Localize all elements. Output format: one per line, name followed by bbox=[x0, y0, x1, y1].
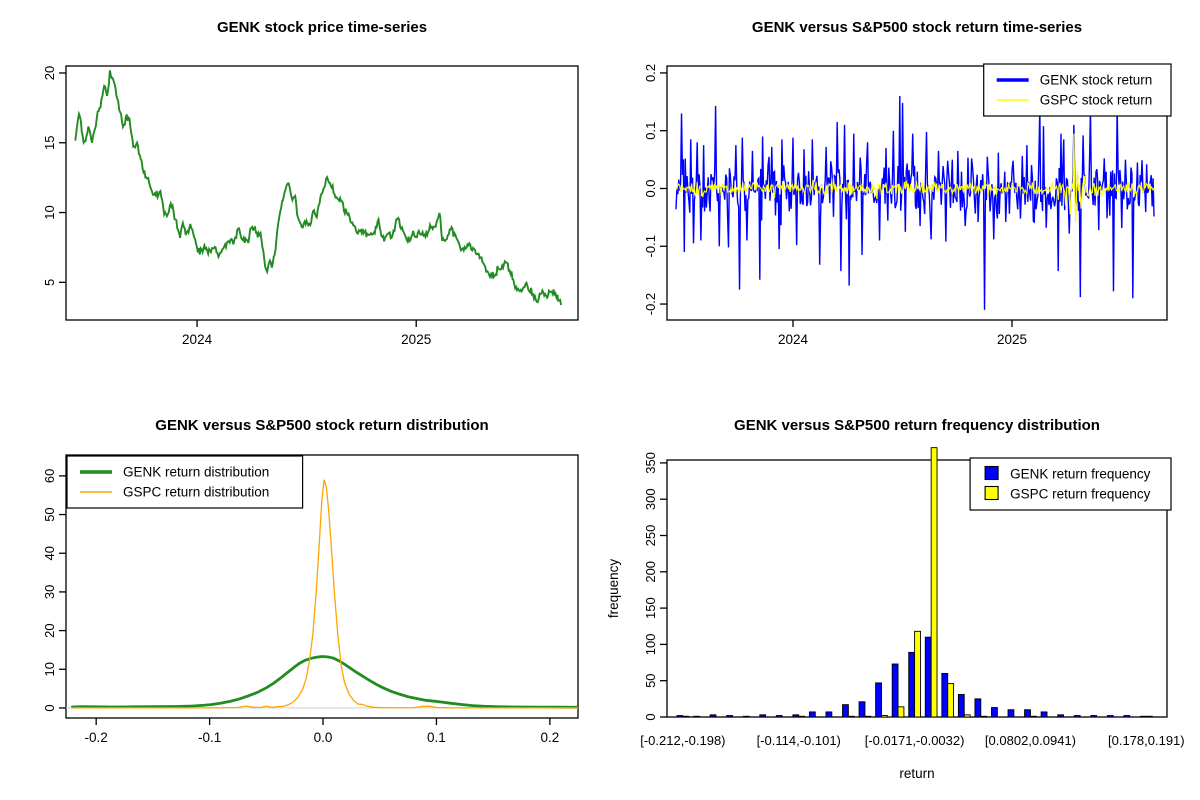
bar bbox=[859, 702, 865, 717]
svg-text:-0.2: -0.2 bbox=[84, 730, 108, 745]
bar bbox=[843, 705, 849, 717]
svg-text:[0.178,0.191): [0.178,0.191) bbox=[1108, 733, 1185, 748]
svg-text:200: 200 bbox=[643, 560, 658, 583]
svg-text:0.0: 0.0 bbox=[313, 730, 333, 745]
y-axis bbox=[42, 66, 66, 286]
bar bbox=[799, 716, 805, 717]
price-chart-title: GENK stock price time-series bbox=[216, 19, 428, 36]
bar bbox=[776, 716, 782, 717]
y-axis bbox=[643, 64, 667, 315]
x-axis-label: return bbox=[899, 766, 935, 781]
bar bbox=[1140, 716, 1146, 717]
x-axis bbox=[85, 718, 560, 745]
svg-text:GENK return distribution: GENK return distribution bbox=[123, 464, 270, 480]
series-gspc-return-distribution bbox=[71, 480, 577, 708]
bar bbox=[1058, 715, 1064, 717]
series-genk-stock-return bbox=[676, 96, 1154, 310]
histogram-chart-panel bbox=[600, 400, 1200, 800]
returns-chart-canvas bbox=[600, 0, 1200, 400]
bar bbox=[948, 684, 954, 717]
svg-text:0.2: 0.2 bbox=[643, 63, 658, 82]
y-axis-label: frequency bbox=[606, 558, 621, 619]
bar bbox=[958, 694, 964, 717]
density-chart-panel bbox=[0, 400, 600, 800]
bar bbox=[991, 708, 997, 717]
bar bbox=[942, 673, 948, 717]
svg-text:250: 250 bbox=[643, 524, 658, 547]
svg-text:10: 10 bbox=[42, 662, 57, 677]
svg-text:50: 50 bbox=[42, 507, 57, 522]
y-axis bbox=[643, 452, 667, 721]
bar bbox=[909, 652, 915, 717]
svg-text:2024: 2024 bbox=[777, 332, 809, 347]
bar bbox=[1074, 716, 1080, 717]
svg-text:150: 150 bbox=[643, 597, 658, 619]
histogram-chart-canvas bbox=[600, 400, 1200, 800]
svg-text:5: 5 bbox=[42, 278, 57, 286]
bar bbox=[683, 716, 689, 717]
svg-text:40: 40 bbox=[42, 546, 57, 561]
bar bbox=[898, 707, 904, 717]
svg-text:10: 10 bbox=[42, 205, 57, 220]
bar bbox=[915, 631, 921, 717]
svg-text:GSPC return frequency: GSPC return frequency bbox=[1010, 486, 1151, 502]
bar bbox=[975, 699, 981, 717]
svg-text:0.1: 0.1 bbox=[643, 121, 658, 140]
svg-text:0: 0 bbox=[42, 704, 57, 712]
svg-text:[0.0802,0.0941): [0.0802,0.0941) bbox=[984, 733, 1077, 748]
bar bbox=[826, 712, 832, 717]
x-axis bbox=[640, 733, 1184, 748]
bar bbox=[694, 716, 700, 717]
svg-text:15: 15 bbox=[42, 135, 57, 150]
bar bbox=[710, 715, 716, 717]
svg-text:GENK return frequency: GENK return frequency bbox=[1010, 466, 1151, 482]
bar bbox=[865, 716, 871, 717]
bar bbox=[848, 716, 854, 717]
legend bbox=[970, 458, 1171, 510]
svg-text:60: 60 bbox=[42, 468, 57, 484]
price-chart-canvas bbox=[0, 0, 600, 400]
legend bbox=[984, 64, 1171, 116]
bar bbox=[881, 716, 887, 717]
svg-text:GENK stock return: GENK stock return bbox=[1039, 72, 1153, 88]
svg-text:-0.2: -0.2 bbox=[643, 292, 658, 316]
legend-square-swatch bbox=[985, 467, 998, 480]
x-axis bbox=[778, 320, 1027, 347]
svg-text:350: 350 bbox=[643, 452, 658, 474]
bar bbox=[1041, 712, 1047, 717]
svg-text:50: 50 bbox=[643, 673, 658, 688]
price-chart-panel bbox=[0, 0, 600, 400]
svg-text:[-0.212,-0.198): [-0.212,-0.198) bbox=[640, 733, 726, 748]
bar bbox=[964, 715, 970, 717]
returns-chart-title: GENK versus S&P500 stock return time-series bbox=[751, 19, 1083, 36]
bar bbox=[931, 448, 937, 717]
y-axis bbox=[42, 469, 66, 712]
series-genk-stock-price bbox=[75, 70, 561, 305]
svg-text:2025: 2025 bbox=[401, 332, 432, 347]
returns-chart-panel bbox=[600, 0, 1200, 400]
bar bbox=[727, 716, 733, 717]
svg-text:100: 100 bbox=[643, 633, 658, 656]
svg-text:-0.1: -0.1 bbox=[643, 235, 658, 258]
bar bbox=[760, 715, 766, 717]
bar bbox=[1008, 710, 1014, 717]
bar bbox=[1091, 716, 1097, 717]
svg-text:30: 30 bbox=[42, 584, 57, 600]
bar bbox=[876, 683, 882, 717]
svg-text:[-0.0171,-0.0032): [-0.0171,-0.0032) bbox=[864, 733, 965, 748]
svg-text:GSPC stock return: GSPC stock return bbox=[1039, 92, 1153, 108]
density-chart-title: GENK versus S&P500 stock return distribution bbox=[155, 417, 489, 434]
svg-text:2025: 2025 bbox=[996, 332, 1028, 347]
bar bbox=[809, 712, 815, 717]
legend-square-swatch bbox=[985, 487, 998, 500]
svg-text:20: 20 bbox=[42, 623, 57, 638]
bar bbox=[892, 664, 898, 717]
bar bbox=[1107, 716, 1113, 717]
svg-text:0.1: 0.1 bbox=[427, 730, 446, 745]
bar bbox=[793, 715, 799, 717]
bar bbox=[677, 716, 683, 717]
svg-text:[-0.114,-0.101): [-0.114,-0.101) bbox=[756, 733, 841, 748]
svg-text:2024: 2024 bbox=[182, 332, 213, 347]
svg-text:0.0: 0.0 bbox=[643, 179, 658, 198]
svg-text:300: 300 bbox=[643, 488, 658, 511]
bar bbox=[981, 716, 987, 717]
svg-text:20: 20 bbox=[42, 65, 57, 81]
series-genk-return-distribution bbox=[71, 657, 577, 708]
bars-genk-return-frequency bbox=[677, 637, 1146, 717]
bar bbox=[1030, 716, 1036, 717]
svg-text:0.2: 0.2 bbox=[540, 730, 560, 745]
svg-text:0: 0 bbox=[643, 713, 658, 721]
legend bbox=[67, 456, 303, 508]
histogram-chart-title: GENK versus S&P500 return frequency distribution bbox=[734, 417, 1100, 434]
svg-text:GSPC return distribution: GSPC return distribution bbox=[123, 484, 270, 500]
x-axis bbox=[182, 320, 431, 347]
bar bbox=[1146, 716, 1152, 717]
bar bbox=[1124, 716, 1130, 717]
bar bbox=[1025, 710, 1031, 717]
bar bbox=[925, 637, 931, 717]
svg-text:-0.1: -0.1 bbox=[197, 730, 222, 745]
bar bbox=[743, 716, 749, 717]
density-chart-canvas bbox=[0, 400, 600, 800]
